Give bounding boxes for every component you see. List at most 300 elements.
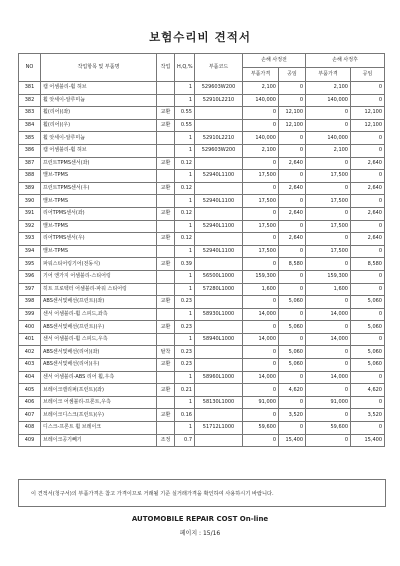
row-after-labor: 0 xyxy=(351,195,385,208)
row-code xyxy=(195,119,243,132)
row-after-labor: 0 xyxy=(351,245,385,258)
disclaimer-text: 이 견적서(청구서)의 부품가격은 참고 가격이므로 거래될 기준 실거래가격을 확인하여 사용하시기 바랍니다. xyxy=(31,490,274,497)
row-after-labor: 0 xyxy=(351,132,385,145)
row-code xyxy=(195,207,243,220)
row-after-price: 91,000 xyxy=(306,396,351,409)
row-after-labor: 0 xyxy=(351,422,385,435)
row-after-labor: 5,060 xyxy=(351,346,385,359)
row-no: 381 xyxy=(19,82,41,95)
table-row xyxy=(19,94,385,107)
row-after-price: 14,000 xyxy=(306,308,351,321)
row-after-price: 17,500 xyxy=(306,170,351,183)
row-work xyxy=(157,396,175,409)
row-item: 캡 어셈블리-휠 허브 xyxy=(41,144,157,157)
row-no: 403 xyxy=(19,359,41,372)
row-after-price: 0 xyxy=(306,207,351,220)
row-after-labor: 8,580 xyxy=(351,258,385,271)
row-before-labor: 2,640 xyxy=(279,157,306,170)
row-work: 교환 xyxy=(157,233,175,246)
row-item: 브레이크디스크(프런트)(우) xyxy=(41,409,157,422)
row-before-labor: 0 xyxy=(279,94,306,107)
table-row xyxy=(19,132,385,145)
row-before-labor: 0 xyxy=(279,170,306,183)
row-work xyxy=(157,94,175,107)
row-work: 교환 xyxy=(157,359,175,372)
table-row xyxy=(19,409,385,422)
row-before-price: 0 xyxy=(243,157,279,170)
row-item: 브레이크 어셈블리-프론트,우측 xyxy=(41,396,157,409)
row-after-price: 0 xyxy=(306,409,351,422)
row-item: 브레이크캘리퍼(프런트)(좌) xyxy=(41,384,157,397)
row-after-labor: 0 xyxy=(351,308,385,321)
row-before-labor: 3,520 xyxy=(279,409,306,422)
row-hq: 1 xyxy=(175,195,195,208)
row-work xyxy=(157,170,175,183)
row-before-price: 17,500 xyxy=(243,245,279,258)
row-after-labor: 0 xyxy=(351,82,385,95)
table-row xyxy=(19,283,385,296)
row-no: 383 xyxy=(19,107,41,120)
table-row xyxy=(19,245,385,258)
row-hq: 0.55 xyxy=(175,119,195,132)
row-item: ABS센서및배선(프런트)(우) xyxy=(41,321,157,334)
row-item: 디스크-프론트 휠 브레이크 xyxy=(41,422,157,435)
row-hq: 0.23 xyxy=(175,321,195,334)
row-code: 52940L1100 xyxy=(195,245,243,258)
row-before-labor: 8,580 xyxy=(279,258,306,271)
row-hq: 1 xyxy=(175,170,195,183)
row-before-labor: 0 xyxy=(279,422,306,435)
row-no: 406 xyxy=(19,396,41,409)
row-code: 52910L2210 xyxy=(195,132,243,145)
row-before-price: 0 xyxy=(243,233,279,246)
row-hq: 0.16 xyxy=(175,409,195,422)
row-work xyxy=(157,82,175,95)
row-after-price: 0 xyxy=(306,384,351,397)
header-before-labor: 공임 xyxy=(279,68,306,82)
row-no: 384 xyxy=(19,119,41,132)
row-after-labor: 0 xyxy=(351,371,385,384)
row-after-price: 159,300 xyxy=(306,270,351,283)
row-before-price: 0 xyxy=(243,119,279,132)
row-before-labor: 0 xyxy=(279,132,306,145)
row-before-price: 0 xyxy=(243,296,279,309)
row-work xyxy=(157,371,175,384)
row-before-price: 59,600 xyxy=(243,422,279,435)
row-before-price: 91,000 xyxy=(243,396,279,409)
row-code: 52940L1100 xyxy=(195,195,243,208)
row-after-labor: 15,400 xyxy=(351,434,385,447)
row-after-price: 14,000 xyxy=(306,333,351,346)
table-row xyxy=(19,333,385,346)
row-before-labor: 0 xyxy=(279,245,306,258)
table-row xyxy=(19,170,385,183)
header-work: 작업 xyxy=(157,54,175,82)
row-code xyxy=(195,321,243,334)
row-after-labor: 12,100 xyxy=(351,119,385,132)
row-after-price: 140,000 xyxy=(306,94,351,107)
row-after-price: 17,500 xyxy=(306,195,351,208)
footer-page-number: 페이지 : 15/16 xyxy=(179,530,221,537)
row-work xyxy=(157,220,175,233)
row-after-labor: 5,060 xyxy=(351,296,385,309)
row-after-labor: 2,640 xyxy=(351,157,385,170)
row-no: 392 xyxy=(19,220,41,233)
row-item: 프런트TPMS센서(좌) xyxy=(41,157,157,170)
row-item: 밸브-TPMS xyxy=(41,170,157,183)
document-title: 보험수리비 견적서 xyxy=(149,30,251,44)
row-no: 404 xyxy=(19,371,41,384)
row-no: 398 xyxy=(19,296,41,309)
row-no: 396 xyxy=(19,270,41,283)
row-before-labor: 0 xyxy=(279,371,306,384)
row-work: 교환 xyxy=(157,157,175,170)
row-after-labor: 5,060 xyxy=(351,321,385,334)
row-before-labor: 12,100 xyxy=(279,119,306,132)
table-row xyxy=(19,82,385,95)
row-after-price: 59,600 xyxy=(306,422,351,435)
row-before-price: 17,500 xyxy=(243,220,279,233)
row-before-labor: 0 xyxy=(279,144,306,157)
row-no: 399 xyxy=(19,308,41,321)
row-work xyxy=(157,422,175,435)
header-code: 부품코드 xyxy=(195,54,243,82)
row-item: 밸브-TPMS xyxy=(41,195,157,208)
row-work xyxy=(157,333,175,346)
table-body xyxy=(19,82,385,447)
row-item: 휠(리어)(우) xyxy=(41,119,157,132)
row-work: 교환 xyxy=(157,321,175,334)
table-row xyxy=(19,107,385,120)
row-code xyxy=(195,107,243,120)
row-after-price: 0 xyxy=(306,119,351,132)
row-hq: 0.23 xyxy=(175,359,195,372)
row-before-labor: 2,640 xyxy=(279,233,306,246)
row-item: 프런트TPMS센서(우) xyxy=(41,182,157,195)
header-before-part-price: 부품가격 xyxy=(243,68,279,82)
row-no: 395 xyxy=(19,258,41,271)
row-after-labor: 0 xyxy=(351,283,385,296)
row-no: 393 xyxy=(19,233,41,246)
row-item: 히트 프로텍터 어셈블리-파워 스티어링 xyxy=(41,283,157,296)
row-hq: 1 xyxy=(175,220,195,233)
row-item: 리어TPMS센서(우) xyxy=(41,233,157,246)
row-work: 교환 xyxy=(157,296,175,309)
table-row xyxy=(19,422,385,435)
row-after-price: 0 xyxy=(306,258,351,271)
table-row xyxy=(19,195,385,208)
row-code xyxy=(195,233,243,246)
row-hq: 1 xyxy=(175,396,195,409)
row-item: 휠(리어)(좌) xyxy=(41,107,157,120)
row-hq: 1 xyxy=(175,245,195,258)
row-work xyxy=(157,308,175,321)
row-before-price: 14,000 xyxy=(243,333,279,346)
row-code: 51712L1000 xyxy=(195,422,243,435)
row-before-price: 0 xyxy=(243,182,279,195)
row-after-price: 17,500 xyxy=(306,245,351,258)
row-before-price: 0 xyxy=(243,409,279,422)
row-after-labor: 0 xyxy=(351,144,385,157)
row-code xyxy=(195,384,243,397)
row-hq: 1 xyxy=(175,82,195,95)
row-before-labor: 0 xyxy=(279,283,306,296)
row-item: 밸브-TPMS xyxy=(41,220,157,233)
row-work: 교환 xyxy=(157,182,175,195)
row-no: 382 xyxy=(19,94,41,107)
row-after-price: 17,500 xyxy=(306,220,351,233)
row-no: 394 xyxy=(19,245,41,258)
table-row xyxy=(19,396,385,409)
row-before-price: 14,000 xyxy=(243,308,279,321)
row-hq: 1 xyxy=(175,422,195,435)
row-code xyxy=(195,258,243,271)
table-header xyxy=(19,54,385,82)
row-after-labor: 2,640 xyxy=(351,207,385,220)
row-hq: 1 xyxy=(175,94,195,107)
row-item: 파워스티어링기어(전동식) xyxy=(41,258,157,271)
row-code xyxy=(195,434,243,447)
row-after-price: 0 xyxy=(306,182,351,195)
table-row xyxy=(19,359,385,372)
row-item: 캡 어셈블리-휠 허브 xyxy=(41,82,157,95)
row-before-labor: 15,400 xyxy=(279,434,306,447)
row-before-price: 0 xyxy=(243,207,279,220)
row-hq: 1 xyxy=(175,144,195,157)
row-no: 391 xyxy=(19,207,41,220)
row-work: 교환 xyxy=(157,384,175,397)
table-row xyxy=(19,233,385,246)
row-item: 브레이크공기빼기 xyxy=(41,434,157,447)
row-before-labor: 12,100 xyxy=(279,107,306,120)
row-item: 센서 어셈블리-휠 스피드,우측 xyxy=(41,333,157,346)
row-before-price: 0 xyxy=(243,434,279,447)
row-item: 센서 어셈블리-ABS 리어 휠,우측 xyxy=(41,371,157,384)
table-row xyxy=(19,321,385,334)
row-no: 385 xyxy=(19,132,41,145)
row-before-price: 0 xyxy=(243,258,279,271)
row-code: 52940L1100 xyxy=(195,220,243,233)
header-before: 손해 사정전 xyxy=(243,54,306,68)
row-work: 조정 xyxy=(157,434,175,447)
table-row xyxy=(19,346,385,359)
row-work: 교환 xyxy=(157,258,175,271)
row-after-labor: 0 xyxy=(351,94,385,107)
row-no: 388 xyxy=(19,170,41,183)
row-after-labor: 0 xyxy=(351,270,385,283)
row-item: ABS센서및배선(리어)(좌) xyxy=(41,346,157,359)
row-hq: 0.39 xyxy=(175,258,195,271)
row-after-labor: 0 xyxy=(351,220,385,233)
row-no: 400 xyxy=(19,321,41,334)
row-after-labor: 2,640 xyxy=(351,233,385,246)
row-after-price: 0 xyxy=(306,107,351,120)
header-after: 손해 사정후 xyxy=(306,54,385,68)
disclaimer-note xyxy=(18,479,386,507)
row-work: 교환 xyxy=(157,107,175,120)
row-no: 408 xyxy=(19,422,41,435)
row-before-labor: 5,060 xyxy=(279,321,306,334)
row-code: 57280L1000 xyxy=(195,283,243,296)
row-after-price: 0 xyxy=(306,346,351,359)
row-no: 407 xyxy=(19,409,41,422)
row-before-labor: 5,060 xyxy=(279,296,306,309)
table-row xyxy=(19,119,385,132)
row-hq: 0.12 xyxy=(175,207,195,220)
row-hq: 1 xyxy=(175,308,195,321)
row-before-price: 140,000 xyxy=(243,132,279,145)
row-before-price: 159,300 xyxy=(243,270,279,283)
row-hq: 1 xyxy=(175,132,195,145)
row-hq: 0.12 xyxy=(175,233,195,246)
row-hq: 0.23 xyxy=(175,346,195,359)
row-hq: 0.55 xyxy=(175,107,195,120)
row-after-price: 0 xyxy=(306,434,351,447)
row-before-price: 14,000 xyxy=(243,371,279,384)
row-after-labor: 0 xyxy=(351,170,385,183)
row-item: ABS센서및배선(프런트)(좌) xyxy=(41,296,157,309)
row-no: 389 xyxy=(19,182,41,195)
row-no: 397 xyxy=(19,283,41,296)
row-before-labor: 2,640 xyxy=(279,207,306,220)
table-row xyxy=(19,434,385,447)
header-item: 작업항목 및 부품명 xyxy=(41,54,157,82)
row-code: 529603W200 xyxy=(195,144,243,157)
row-before-price: 17,500 xyxy=(243,170,279,183)
row-hq: 0.12 xyxy=(175,157,195,170)
header-hq: H,Q,% xyxy=(175,54,195,82)
row-code: 52940L1100 xyxy=(195,170,243,183)
header-no: NO xyxy=(19,54,41,82)
row-before-price: 2,100 xyxy=(243,144,279,157)
row-work xyxy=(157,195,175,208)
row-before-labor: 0 xyxy=(279,333,306,346)
row-before-price: 0 xyxy=(243,346,279,359)
row-hq: 0.7 xyxy=(175,434,195,447)
row-item: 센서 어셈블리-휠 스피드,좌측 xyxy=(41,308,157,321)
row-code xyxy=(195,409,243,422)
row-no: 402 xyxy=(19,346,41,359)
row-after-labor: 5,060 xyxy=(351,359,385,372)
row-before-price: 1,600 xyxy=(243,283,279,296)
row-after-price: 0 xyxy=(306,359,351,372)
row-after-price: 2,100 xyxy=(306,144,351,157)
row-after-labor: 2,640 xyxy=(351,182,385,195)
row-hq: 0.21 xyxy=(175,384,195,397)
row-hq: 1 xyxy=(175,270,195,283)
row-no: 390 xyxy=(19,195,41,208)
row-code: 58940L1000 xyxy=(195,333,243,346)
row-work xyxy=(157,144,175,157)
row-before-labor: 0 xyxy=(279,270,306,283)
row-after-price: 140,000 xyxy=(306,132,351,145)
estimate-table xyxy=(18,53,385,447)
row-before-price: 0 xyxy=(243,107,279,120)
row-work: 교환 xyxy=(157,207,175,220)
row-before-labor: 4,620 xyxy=(279,384,306,397)
table-row xyxy=(19,144,385,157)
row-after-price: 2,100 xyxy=(306,82,351,95)
row-no: 387 xyxy=(19,157,41,170)
table-row xyxy=(19,270,385,283)
row-before-labor: 5,060 xyxy=(279,359,306,372)
row-work xyxy=(157,245,175,258)
table-row xyxy=(19,308,385,321)
table-row xyxy=(19,220,385,233)
row-before-labor: 0 xyxy=(279,82,306,95)
row-work xyxy=(157,283,175,296)
row-no: 405 xyxy=(19,384,41,397)
row-before-labor: 2,640 xyxy=(279,182,306,195)
row-no: 386 xyxy=(19,144,41,157)
row-after-labor: 3,520 xyxy=(351,409,385,422)
table-row xyxy=(19,296,385,309)
row-before-price: 0 xyxy=(243,359,279,372)
row-after-labor: 12,100 xyxy=(351,107,385,120)
row-after-labor: 4,620 xyxy=(351,384,385,397)
row-code: 58130L1000 xyxy=(195,396,243,409)
row-work xyxy=(157,132,175,145)
row-after-labor: 0 xyxy=(351,333,385,346)
row-before-labor: 5,060 xyxy=(279,346,306,359)
row-after-price: 0 xyxy=(306,321,351,334)
row-no: 401 xyxy=(19,333,41,346)
row-code: 52910L2210 xyxy=(195,94,243,107)
row-after-price: 0 xyxy=(306,233,351,246)
row-item: 밸브-TPMS xyxy=(41,245,157,258)
row-no: 409 xyxy=(19,434,41,447)
row-code xyxy=(195,296,243,309)
row-after-price: 0 xyxy=(306,296,351,309)
row-item: ABS센서및배선(리어)(우) xyxy=(41,359,157,372)
row-item: 휠 앗세이-알루미늄 xyxy=(41,94,157,107)
row-hq: 1 xyxy=(175,333,195,346)
header-after-labor: 공임 xyxy=(351,68,385,82)
footer-brand: AUTOMOBILE REPAIR COST On-line xyxy=(131,515,269,523)
header-after-part-price: 부품가격 xyxy=(306,68,351,82)
row-item: 기어 앤가지 어셈블리-스티어링 xyxy=(41,270,157,283)
row-work xyxy=(157,270,175,283)
row-before-price: 0 xyxy=(243,384,279,397)
row-after-price: 0 xyxy=(306,157,351,170)
row-work: 교환 xyxy=(157,409,175,422)
row-code xyxy=(195,346,243,359)
row-code: 58960L1000 xyxy=(195,371,243,384)
row-code xyxy=(195,157,243,170)
row-code xyxy=(195,359,243,372)
row-item: 리어TPMS센서(좌) xyxy=(41,207,157,220)
row-before-labor: 0 xyxy=(279,195,306,208)
row-after-price: 14,000 xyxy=(306,371,351,384)
row-code xyxy=(195,182,243,195)
row-after-labor: 0 xyxy=(351,396,385,409)
table-row xyxy=(19,182,385,195)
table-row xyxy=(19,384,385,397)
row-hq: 1 xyxy=(175,371,195,384)
table-row xyxy=(19,371,385,384)
table-row xyxy=(19,157,385,170)
row-hq: 0.12 xyxy=(175,182,195,195)
row-after-price: 1,600 xyxy=(306,283,351,296)
row-work: 탈착 xyxy=(157,346,175,359)
table-row xyxy=(19,207,385,220)
row-code: 58930L1000 xyxy=(195,308,243,321)
row-before-price: 140,000 xyxy=(243,94,279,107)
row-hq: 1 xyxy=(175,283,195,296)
row-item: 휠 앗세이-알루미늄 xyxy=(41,132,157,145)
row-hq: 0.23 xyxy=(175,296,195,309)
row-before-labor: 0 xyxy=(279,308,306,321)
